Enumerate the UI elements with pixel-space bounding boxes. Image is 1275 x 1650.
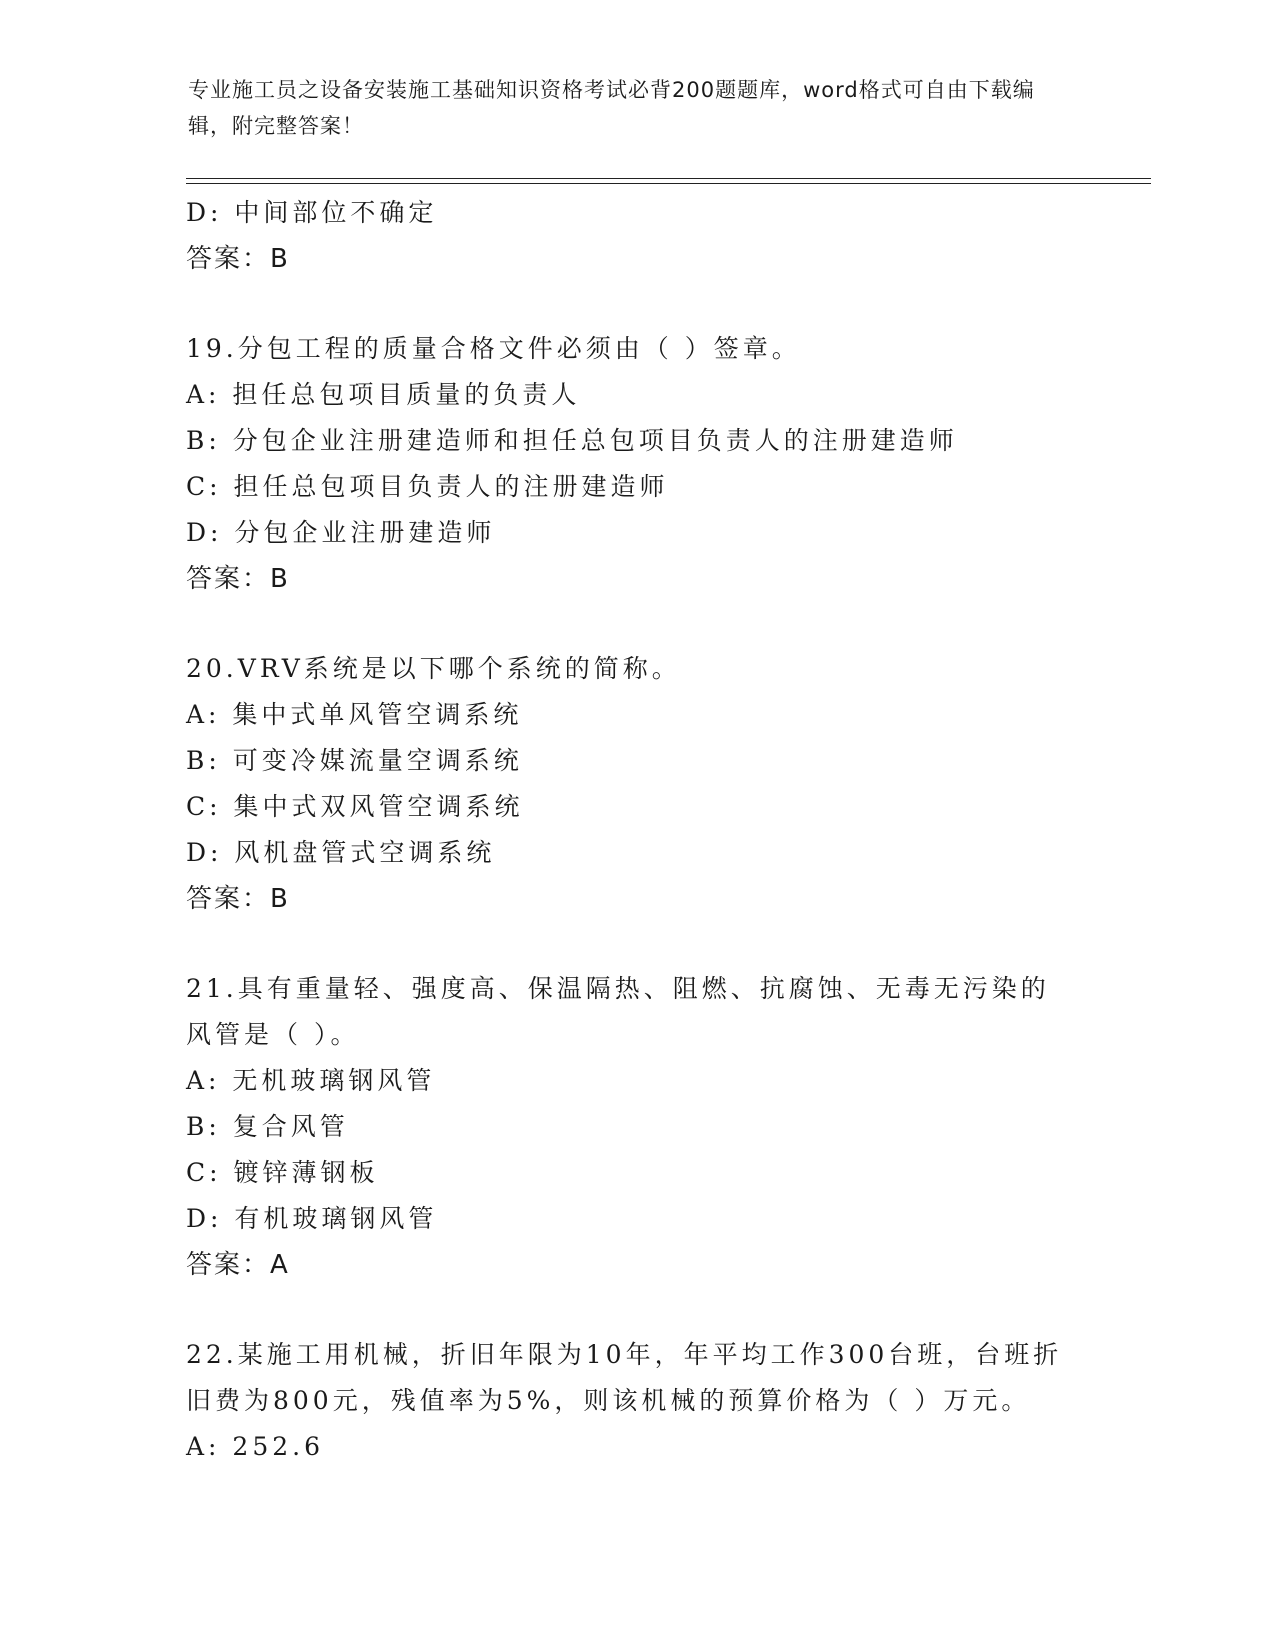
spacer <box>186 602 1086 646</box>
prev-question-answer: 答案：B <box>186 244 290 274</box>
question-text: 21.具有重量轻、强度高、保温隔热、阻燃、抗腐蚀、无毒无污染的风管是（ ）。 <box>186 974 1050 1049</box>
option-c: C: 镀锌薄钢板 <box>186 1158 379 1187</box>
question-list <box>186 190 1086 1470</box>
question-21 <box>186 966 1086 1288</box>
option-a: A: 集中式单风管空调系统 <box>186 700 523 729</box>
answer: 答案：B <box>186 884 290 914</box>
option-d: D: 风机盘管式空调系统 <box>186 838 496 867</box>
option-a: A: 252.6 <box>186 1432 324 1461</box>
option-c: C: 集中式双风管空调系统 <box>186 792 524 821</box>
question-text: 19.分包工程的质量合格文件必须由（ ）签章。 <box>186 334 801 363</box>
spacer <box>186 1288 1086 1332</box>
spacer <box>186 282 1086 326</box>
question-20 <box>186 646 1086 922</box>
question-22 <box>186 1332 1086 1470</box>
header-text: 专业施工员之设备安装施工基础知识资格考试必背200题题库，word格式可自由下载编辑，附完整答案！ <box>188 78 1035 138</box>
option-c: C: 担任总包项目负责人的注册建造师 <box>186 472 669 501</box>
question-text: 22.某施工用机械，折旧年限为10年，年平均工作300台班，台班折旧费为800元，残值率为5%，则该机械的预算价格为（ ）万元。 <box>186 1340 1063 1415</box>
document-header <box>188 72 1068 144</box>
option-d: D: 有机玻璃钢风管 <box>186 1204 438 1233</box>
option-b: B: 复合风管 <box>186 1112 349 1141</box>
header-divider-top <box>186 178 1151 179</box>
prev-question-option-d: D: 中间部位不确定 <box>186 198 438 227</box>
option-b: B: 可变冷媒流量空调系统 <box>186 746 523 775</box>
header-divider-bottom <box>186 183 1151 184</box>
answer: 答案：B <box>186 564 290 594</box>
option-d: D: 分包企业注册建造师 <box>186 518 496 547</box>
answer: 答案：A <box>186 1250 290 1280</box>
question-text: 20.VRV系统是以下哪个系统的简称。 <box>186 654 681 683</box>
option-b: B: 分包企业注册建造师和担任总包项目负责人的注册建造师 <box>186 426 958 455</box>
question-19 <box>186 326 1086 602</box>
spacer <box>186 922 1086 966</box>
option-a: A: 无机玻璃钢风管 <box>186 1066 436 1095</box>
option-a: A: 担任总包项目质量的负责人 <box>186 380 581 409</box>
